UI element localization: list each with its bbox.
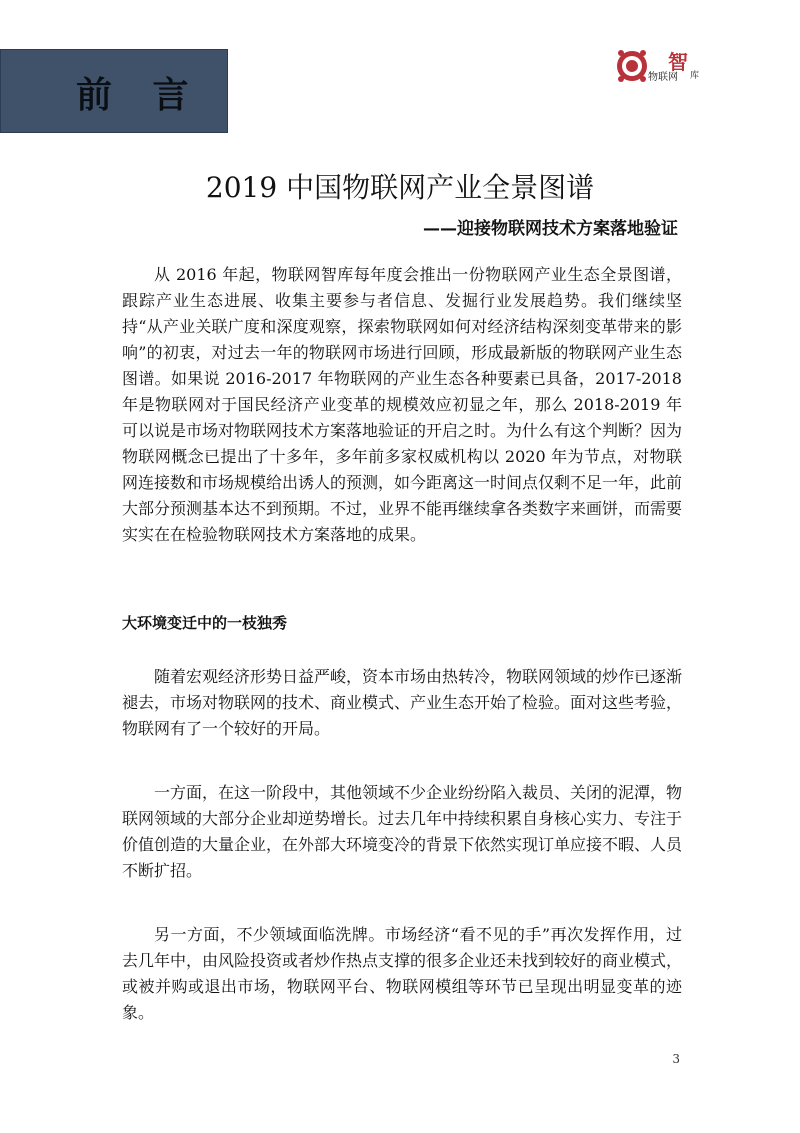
section-paragraph-3: 另一方面，不少领域面临洗牌。市场经济“看不见的手”再次发挥作用，过去几年中，由风险投资或者炒作热点支撑的很多企业还未找到较好的商业模式，或被并购或退出市场，物联网平台、物联网模组等环节已呈现出明显变革的迹象。 <box>122 925 683 1022</box>
section-heading: 大环境变迁中的一枝独秀 <box>122 614 288 632</box>
brand-logo-icon <box>612 44 708 90</box>
logo-suffix: 库 <box>690 71 700 81</box>
section-paragraph-2: 一方面，在这一阶段中，其他领域不少企业纷纷陷入裁员、关闭的泥潭，物联网领域的大部分企业却逆势增长。过去几年中持续积累自身核心实力、专注于价值创造的大量企业，在外部大环境变冷的背景下依然实现订单应接不暇、人员不断扩招。 <box>122 783 683 880</box>
logo-text: 物联网 <box>648 72 678 83</box>
logo-char: 智 <box>668 50 688 74</box>
section-paragraph-1: 随着宏观经济形势日益严峻，资本市场由热转冷，物联网领域的炒作已逐渐褪去，市场对物联网的技术、商业模式、产业生态开始了检验。面对这些考验，物联网有了一个较好的开局。 <box>122 667 683 738</box>
banner-title: 前 言 <box>76 75 203 116</box>
section-banner <box>0 49 228 133</box>
page-title: 2019 中国物联网产业全景图谱 <box>205 171 595 204</box>
intro-paragraph: 从 2016 年起，物联网智库每年度会推出一份物联网产业生态全景图谱，跟踪产业生态进展、收集主要参与者信息、发掘行业发展趋势。我们继续坚持“从产业关联广度和深度观察，探索物联网如何对经济结构深刻变革带来的影响”的初衷，对过去一年的物联网市场进行回顾，形成最新版的物联网产业生态图谱。如果说 2016-2017 年物联网的产业生态各种要素已具备，2017-2018 年是物联网对于国民经济产业变革的规模效应初显之年，那么 2018-2019 年可以说是市场对物联网技术方案落地验证的开启之时。为什么有这个判断？因为物联网概念已提出了十多年，多年前多家权威机构以 2020 年为节点，对物联网连接数和市场规模给出诱人的预测，如今距离这一时间点仅剩不足一年，此前大部分预测基本达不到预期。不过，业界不能再继续拿各类数字来画饼，而需要实实在在检验物联网技术方案落地的成果。 <box>122 265 683 544</box>
page-number: 3 <box>672 1052 680 1066</box>
page-subtitle: ——迎接物联网技术方案落地验证 <box>423 219 678 239</box>
